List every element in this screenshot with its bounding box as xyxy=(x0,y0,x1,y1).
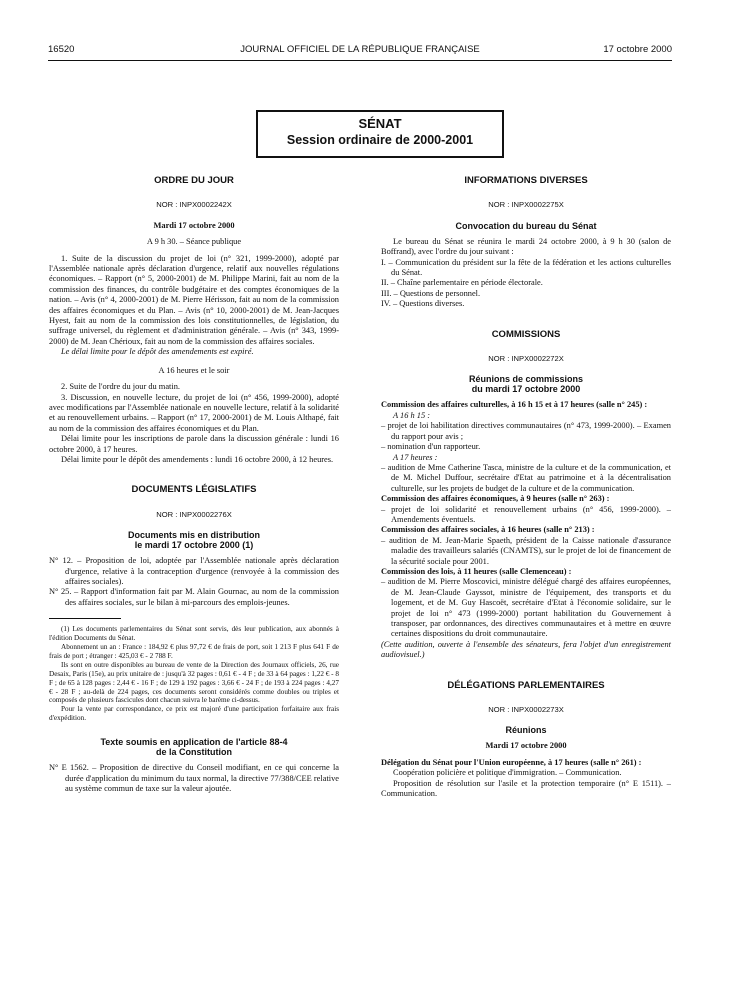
convocation-item-4: IV. – Questions diverses. xyxy=(381,299,465,309)
ordre-item-3: 3. Discussion, en nouvelle lecture, du projet de loi (n° 456, 1999-2000), adopté avec modifications par l'Assemblée nationale en nouvelle lecture, relatif à la solidarité et au renouvellement urbains. – Rapport (n° 17, 2000-2001) de M. Louis Althapé, fait au nom de la commission des affaires économiques et du Plan. xyxy=(49,392,339,433)
journal-title: JOURNAL OFFICIEL DE LA RÉPUBLIQUE FRANÇAISE xyxy=(240,44,480,55)
ordre-delai-3: Délai limite pour le dépôt des amendements : lundi 16 octobre 2000, à 12 heures. xyxy=(61,454,334,464)
title-session: Session ordinaire de 2000-2001 xyxy=(286,133,474,147)
texte-e1562: N° E 1562. – Proposition de directive du Conseil modifiant, en ce qui concerne la durée d'application du minimum du taux normal, la directive 77/388/CEE relative au système commun de taxe sur la valeur ajoutée. xyxy=(49,763,339,793)
culturelles-item-1: – projet de loi habilitation directives communautaires (n° 473, 1999-2000). – Examen du rapport pour avis ; xyxy=(381,421,671,441)
delegation-item-2: Proposition de résolution sur l'asile et la protection temporaire (n° E 1511). – Communication. xyxy=(381,778,671,799)
reunions-subheading xyxy=(381,374,671,394)
convocation-intro: Le bureau du Sénat se réunira le mardi 24 octobre 2000, à 9 h 30 (salon de Boffrand), avec l'ordre du jour suivant : xyxy=(381,236,671,257)
culturelles-time-2: A 17 heures : xyxy=(393,452,438,462)
page-number: 16520 xyxy=(48,44,75,55)
delegations-reunions-subheading: Réunions xyxy=(505,725,547,736)
convocation-item-3: III. – Questions de personnel. xyxy=(381,288,481,298)
ordre-delai-2: Délai limite pour les inscriptions de parole dans la discussion générale : lundi 16 octobre 2000, à 17 heures. xyxy=(49,434,339,454)
convocation-item-1: I. – Communication du président sur la fête de la fédération et les actions culturelles du Sénat. xyxy=(381,257,671,278)
reunions-sub-line2: du mardi 17 octobre 2000 xyxy=(471,384,581,395)
documents-sub-line2: le mardi 17 octobre 2000 (1) xyxy=(134,540,254,551)
ordre-date: Mardi 17 octobre 2000 xyxy=(153,220,235,230)
delegations-heading: DÉLÉGATIONS PARLEMENTAIRES xyxy=(447,679,605,691)
commission-lois: Commission des lois, à 11 heures (salle Clemenceau) : xyxy=(381,566,572,576)
culturelles-item-3: – audition de Mme Catherine Tasca, ministre de la culture et de la communication, et de M. Michel Duffour, secrétaire d'Etat au patrimoine et à la décentralisation culturelle, sur les projets de budget de la culture et de la communication. xyxy=(381,462,671,493)
commissions-nor: NOR : INPX0002272X xyxy=(488,354,564,364)
running-header xyxy=(48,44,672,60)
title-senat: SÉNAT xyxy=(358,116,402,131)
convocation-subheading: Convocation du bureau du Sénat xyxy=(455,220,597,231)
commission-sociales: Commission des affaires sociales, à 16 heures (salle n° 213) : xyxy=(381,525,595,535)
seance-morning: A 9 h 30. – Séance publique xyxy=(146,237,242,247)
documents-sub-line1: Documents mis en distribution xyxy=(127,530,260,541)
right-column xyxy=(381,176,671,799)
issue-date: 17 octobre 2000 xyxy=(603,44,672,55)
document-n12: N° 12. – Proposition de loi, adoptée par l'Assemblée nationale après déclaration d'urgence, relative à la contraception d'urgence (renvoyée à la commission des affaires sociales). xyxy=(49,556,339,586)
documents-subheading xyxy=(49,530,339,550)
culturelles-item-2: – nomination d'un rapporteur. xyxy=(381,442,481,452)
footnote-3: Ils sont en outre disponibles au bureau de vente de la Direction des Journaux officiels, 26, rue Desaix, Paris (15e), au prix unitaire de : jusqu'à 32 pages : 0,61 € - 4 F ; de 33 à 64 pages : 1,22 € - 8 F ; de 65 à 128 pages : 2,44 € - 16 F ; de 129 à 192 pages : 3,66 € - 24 F ; de 193 à 224 pages : 4,27 € - 28 F ; au-delà de 224 pages, ces documents seront considérés comme doubles ou triples et composés de plusieurs fascicules dont chacun suivra le barème ci-dessus. xyxy=(49,660,339,705)
commission-economiques: Commission des affaires économiques, à 9 heures (salle n° 263) : xyxy=(381,494,610,504)
texte-sub-line1: Texte soumis en application de l'article 88-4 xyxy=(100,737,288,748)
ordre-item-1: 1. Suite de la discussion du projet de loi (n° 321, 1999-2000), adopté par l'Assemblée nationale après déclaration d'urgence, relatif aux nouvelles régulations économiques. – Rapport (n° 5, 2000-2001) de M. Philippe Marini, fait au nom de la commission des finances, du contrôle budgétaire et des comptes économiques de la nation. – Avis (n° 4, 2000-2001) de M. Pierre Hérisson, fait au nom de la commission des affaires économiques et du Plan. – Avis (n° 10, 2000-2001) de M. Jean-Jacques Hyest, fait au nom de la commission des lois constitutionnelles, de législation, du suffrage universel, du règlement et d'administration générale. – Avis (n° 343, 1999-2000) de M. Jean Chérioux, fait au nom de la commission des affaires sociales. xyxy=(49,253,339,346)
ordre-du-jour-heading: ORDRE DU JOUR xyxy=(154,175,234,186)
document-n25: N° 25. – Rapport d'information fait par M. Alain Gournac, au nom de la commission des affaires sociales, sur le bilan à mi-parcours des emplois-jeunes. xyxy=(49,587,339,607)
convocation-item-2: II. – Chaîne parlementaire en période électorale. xyxy=(381,278,543,288)
footnote-rule xyxy=(49,618,121,619)
documents-nor: NOR : INPX0002276X xyxy=(156,509,232,519)
footnote-4: Pour la vente par correspondance, ce prix est majoré d'une participation forfaitaire aux frais d'expédition. xyxy=(49,705,339,723)
lois-item-1: – audition de M. Pierre Moscovici, ministre délégué chargé des affaires européennes, de M. Jean-Claude Gayssot, ministre de l'équipement, des transports et du logement, et de M. Guy Hascoët, secrétaire d'Etat à l'économie solidaire, sur le projet de loi n° 473 (1999-2000) portant habilitation du Gouvernement à transposer, par ordonnances, des directives communautaires et à mettre en œuvre certaines dispositions du droit communautaire. xyxy=(381,577,671,639)
left-column xyxy=(49,176,339,794)
texte-88-4-subheading xyxy=(49,737,339,757)
culturelles-time-1: A 16 h 15 : xyxy=(393,410,431,420)
footnote-1: (1) Les documents parlementaires du Sénat sont servis, dès leur publication, aux abonnés à l'édition Documents du Sénat. xyxy=(49,625,339,643)
economiques-item-1: – projet de loi solidarité et renouvellement urbains (n° 456, 1999-2000). – Amendements éventuels. xyxy=(381,504,671,524)
footnote-2: Abonnement un an : France : 184,92 € plus 97,72 € de frais de port, soit 1 213 F plus 641 F de frais de port ; étranger : 425,03 € - 2 788 F. xyxy=(49,643,339,660)
sociales-item-1: – audition de M. Jean-Marie Spaeth, président de la Caisse nationale d'assurance maladie des travailleurs salariés (CNAMTS), sur le projet de loi de financement de la sécurité sociale pour 2001. xyxy=(381,535,671,566)
lois-note: (Cette audition, ouverte à l'ensemble des sénateurs, fera l'objet d'un enregistrement audiovisuel.) xyxy=(381,639,671,660)
delegation-ue: Délégation du Sénat pour l'Union européenne, à 17 heures (salle n° 261) : xyxy=(381,757,642,767)
delegation-item-1: Coopération policière et politique d'immigration. – Communication. xyxy=(393,768,622,778)
informations-heading: INFORMATIONS DIVERSES xyxy=(464,175,588,186)
informations-nor: NOR : INPX0002275X xyxy=(488,200,564,210)
documents-heading: DOCUMENTS LÉGISLATIFS xyxy=(131,484,257,496)
commission-culturelles: Commission des affaires culturelles, à 16 h 15 et à 17 heures (salle n° 245) : xyxy=(381,400,648,410)
commissions-heading: COMMISSIONS xyxy=(491,328,561,340)
ordre-delai-1: Le délai limite pour le dépôt des amendements est expiré. xyxy=(61,347,254,357)
title-box xyxy=(256,110,504,158)
reunions-sub-line1: Réunions de commissions xyxy=(468,374,584,385)
texte-sub-line2: de la Constitution xyxy=(156,747,232,758)
delegations-date: Mardi 17 octobre 2000 xyxy=(485,741,567,751)
delegations-nor: NOR : INPX0002273X xyxy=(488,705,564,715)
ordre-item-2: 2. Suite de l'ordre du jour du matin. xyxy=(61,382,180,392)
header-rule xyxy=(48,60,672,61)
ordre-nor: NOR : INPX0002242X xyxy=(156,200,232,210)
seance-afternoon: A 16 heures et le soir xyxy=(158,365,230,375)
